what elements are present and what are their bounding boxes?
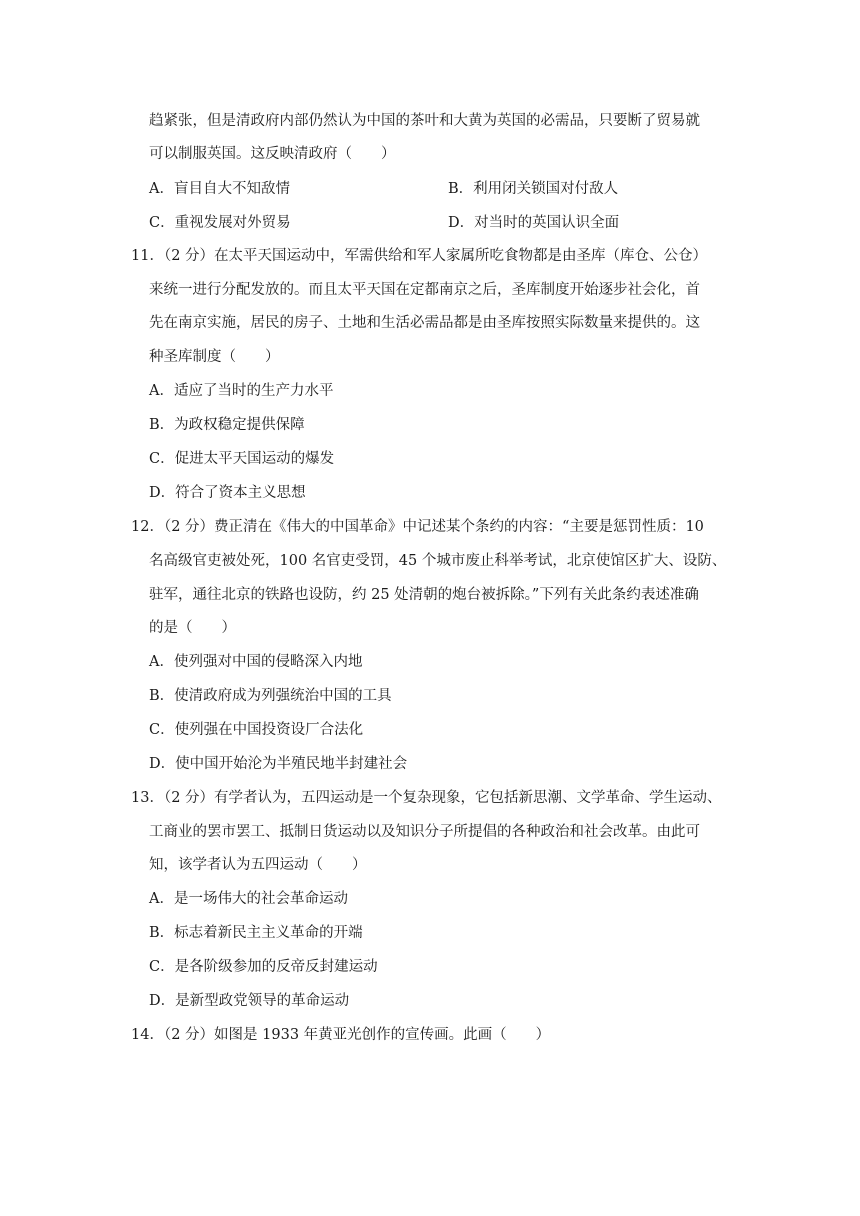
question-14-stem-line: 14．（2 分）如图是 1933 年黄亚光创作的宣传画。此画（ ） — [131, 1027, 551, 1043]
question-13-option-d[interactable]: D．是新型政党领导的革命运动 — [149, 993, 350, 1009]
question-12-stem-line: 驻军，通往北京的铁路也设防，约 25 处清朝的炮台被拆除。”下列有关此条约表述准确 — [149, 587, 699, 603]
question-11-stem-line: 先在南京实施，居民的房子、土地和生活必需品都是由圣库按照实际数量来提供的。这 — [149, 315, 700, 331]
question-12-option-a[interactable]: A．使列强对中国的侵略深入内地 — [149, 654, 363, 670]
question-10-option-a[interactable]: A．盲目自大不知敌情 — [149, 181, 290, 197]
question-12-stem-line: 名高级官吏被处死，100 名官吏受罚，45 个城市废止科举考试，北京使馆区扩大、设防、 — [149, 553, 727, 569]
question-11-option-b[interactable]: B．为政权稳定提供保障 — [149, 417, 305, 433]
question-13-stem-line: 知，该学者认为五四运动（ ） — [149, 857, 367, 873]
question-10-stem-line: 可以制服英国。这反映清政府（ ） — [149, 146, 396, 162]
question-10-option-b[interactable]: B．利用闭关锁国对付敌人 — [448, 181, 619, 197]
question-10-option-d[interactable]: D．对当时的英国认识全面 — [448, 215, 620, 231]
question-12-option-b[interactable]: B．使清政府成为列强统治中国的工具 — [149, 688, 392, 704]
question-10-stem-line: 趋紧张，但是清政府内部仍然认为中国的茶叶和大黄为英国的必需品，只要断了贸易就 — [149, 113, 700, 129]
question-12-stem-line: 的是（ ） — [149, 620, 236, 636]
question-11-stem-line: 来统一进行分配发放的。而且太平天国在定都南京之后，圣库制度开始逐步社会化，首 — [149, 282, 700, 298]
question-11-stem-line: 11．（2 分）在太平天国运动中，军需供给和军人家属所吃食物都是由圣库（库仓、公仓） — [131, 248, 708, 264]
question-13-option-a[interactable]: A．是一场伟大的社会革命运动 — [149, 891, 348, 907]
question-11-option-c[interactable]: C．促进太平天国运动的爆发 — [149, 451, 335, 467]
question-11-option-d[interactable]: D．符合了资本主义思想 — [149, 485, 306, 501]
question-12-stem-line: 12．（2 分）费正清在《伟大的中国革命》中记述某个条约的内容：“主要是惩罚性质：10 — [131, 519, 704, 535]
question-12-option-d[interactable]: D．使中国开始沦为半殖民地半封建社会 — [149, 756, 408, 772]
question-13-stem-line: 13．（2 分）有学者认为，五四运动是一个复杂现象，它包括新思潮、文学革命、学生运动、 — [131, 790, 722, 806]
question-11-option-a[interactable]: A．适应了当时的生产力水平 — [149, 383, 334, 399]
question-13-option-b[interactable]: B．标志着新民主主义革命的开端 — [149, 925, 363, 941]
question-10-option-c[interactable]: C．重视发展对外贸易 — [149, 215, 291, 231]
question-12-option-c[interactable]: C．使列强在中国投资设厂合法化 — [149, 722, 364, 738]
question-11-stem-line: 种圣库制度（ ） — [149, 349, 280, 365]
question-13-option-c[interactable]: C．是各阶级参加的反帝反封建运动 — [149, 959, 378, 975]
question-13-stem-line: 工商业的罢市罢工、抵制日货运动以及知识分子所提倡的各种政治和社会改革。由此可 — [149, 824, 700, 840]
